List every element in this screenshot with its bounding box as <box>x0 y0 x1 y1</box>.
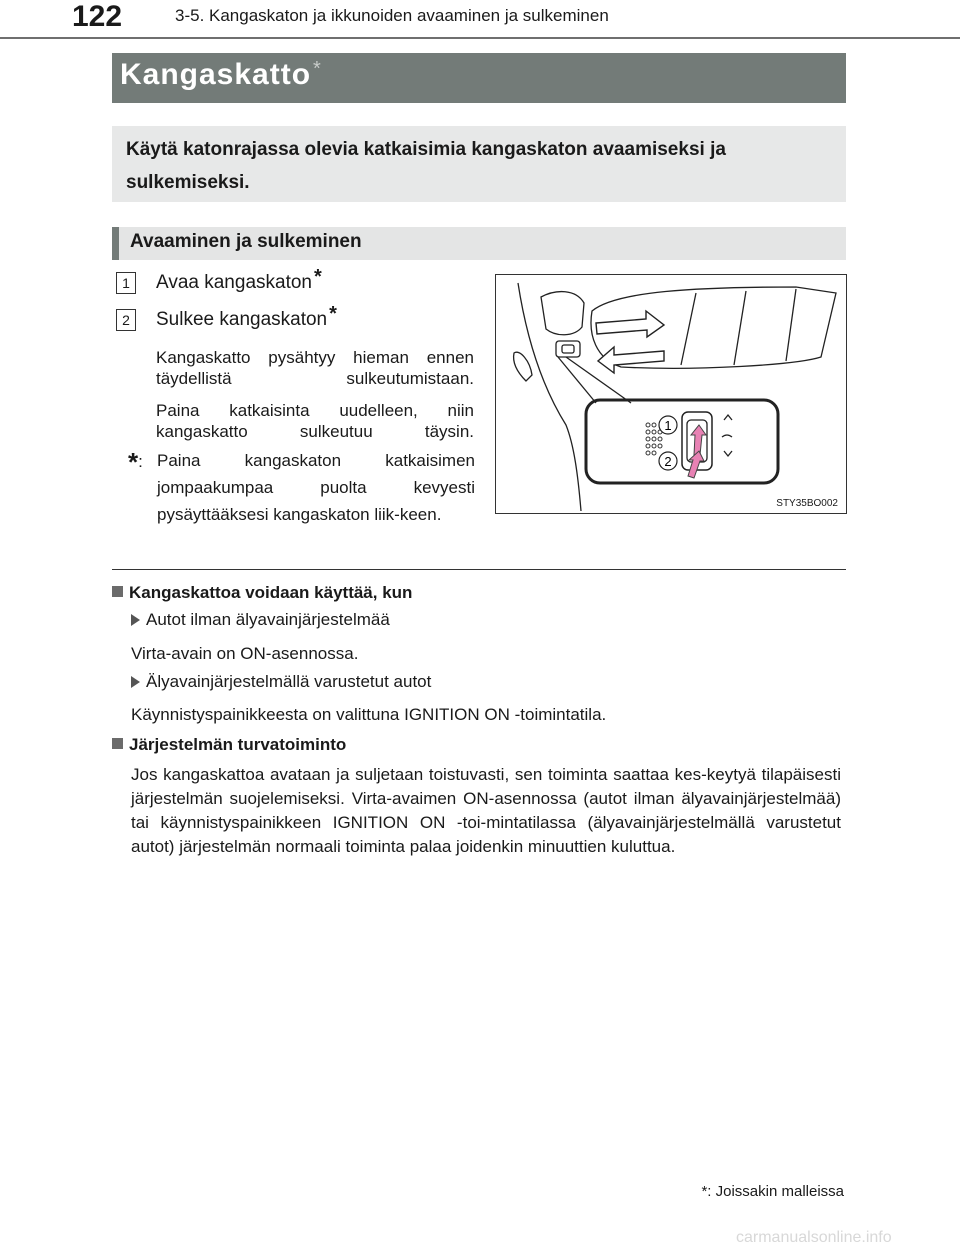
condition-b-label: Älyavainjärjestelmällä varustetut autot <box>146 672 432 691</box>
condition-b-text: Käynnistyspainikkeesta on valittuna IGNITION ON -toimintatila. <box>131 705 607 724</box>
protection-heading <box>112 735 346 755</box>
callout-number-1: 1 <box>664 418 672 433</box>
conditions-heading <box>112 583 412 603</box>
footnote-text: Paina kangaskaton katkaisimen jompaakumpaa puolta kevyesti pysäyttääksesi kangaskaton liik-keen. <box>157 451 475 524</box>
condition-a <box>131 610 390 630</box>
model-note-text: : Joissakin malleissa <box>707 1183 844 1200</box>
roof-rib-3 <box>786 289 796 361</box>
triangle-bullet-icon <box>131 676 140 688</box>
model-note <box>701 1183 844 1200</box>
footnote-marker <box>128 447 143 478</box>
grab-handle <box>541 292 584 335</box>
item-number-1: 1 <box>116 272 136 294</box>
close-chevron-icon <box>724 451 732 456</box>
push-arrow-open <box>691 425 706 455</box>
push-arrow-close <box>688 451 704 478</box>
section-title <box>120 58 322 92</box>
section-title-text: Kangaskatto <box>120 58 312 91</box>
subsection-title: Avaaminen ja sulkeminen <box>130 231 362 252</box>
roof-symbol-icon <box>722 435 732 437</box>
triangle-bullet-icon <box>131 614 140 626</box>
protection-heading-text: Järjestelmän turvatoiminto <box>129 735 347 754</box>
square-bullet-icon <box>112 586 123 597</box>
item-open-marker: * <box>314 266 322 288</box>
leader-line-lower <box>558 357 596 403</box>
light-cover <box>514 352 532 381</box>
callout-number-2: 2 <box>664 454 672 469</box>
note-press-again: Paina katkaisinta uudelleen, niin kangaskatto sulkeutuu täysin. <box>156 401 474 441</box>
condition-b <box>131 672 431 692</box>
open-chevron-icon <box>724 415 732 420</box>
roof-rib-2 <box>734 291 746 365</box>
item-open-roof <box>156 266 322 295</box>
condition-a-label: Autot ilman älyavainjärjestelmää <box>146 610 390 629</box>
header-divider <box>0 37 960 39</box>
switch-knob <box>562 345 574 353</box>
note-stops-before-closing: Kangaskatto pysähtyy hieman ennen täydellistä sulkeutumistaan. <box>156 348 474 388</box>
roof-rib-1 <box>681 293 696 365</box>
section-divider <box>112 569 846 570</box>
subsection-accent <box>112 227 119 260</box>
item-close-label: Sulkee kangaskaton <box>156 309 328 330</box>
roof-switch-illustration <box>495 274 847 514</box>
headliner-edge <box>518 283 581 511</box>
condition-a-text: Virta-avain on ON-asennossa. <box>131 644 359 663</box>
intro-text: Käytä katonrajassa olevia katkaisimia kangaskaton avaamiseksi ja sulkemiseksi. <box>126 139 726 193</box>
footnote-colon: : <box>138 451 143 471</box>
switch-housing <box>556 341 580 357</box>
roof-switch-drawing <box>496 275 846 513</box>
page-number: 122 <box>72 0 123 33</box>
watermark: carmanualsonline.info <box>736 1229 892 1246</box>
footnote-star: * <box>128 447 139 477</box>
square-bullet-icon <box>112 738 123 749</box>
section-title-marker: * <box>313 58 322 80</box>
item-close-marker: * <box>329 303 337 325</box>
item-close-roof <box>156 303 337 332</box>
item-open-label: Avaa kangaskaton <box>156 272 312 293</box>
figure-code: STY35BO002 <box>776 498 838 509</box>
model-note-marker: * <box>701 1183 708 1200</box>
item-number-2: 2 <box>116 309 136 331</box>
chapter-title: 3-5. Kangaskaton ja ikkunoiden avaaminen ja sulkeminen <box>175 6 609 25</box>
close-direction-arrow <box>598 347 664 373</box>
protection-text: Jos kangaskattoa avataan ja suljetaan toistuvasti, sen toiminta saattaa kes-keytyä tilapäisesti järjestelmän suojelemiseksi. Virta-avaimen ON-asennossa (autot ilman älyavainjärjestelmää) tai käynnistyspainikkeen IGNITION ON -toi-mintatilassa (älyavainjärjestelmällä varustetut autot) järjestelmän normaali toiminta palaa joidenkin minuuttien kuluttua. <box>131 765 841 856</box>
conditions-heading-text: Kangaskattoa voidaan käyttää, kun <box>129 583 413 602</box>
open-direction-arrow <box>596 311 664 337</box>
